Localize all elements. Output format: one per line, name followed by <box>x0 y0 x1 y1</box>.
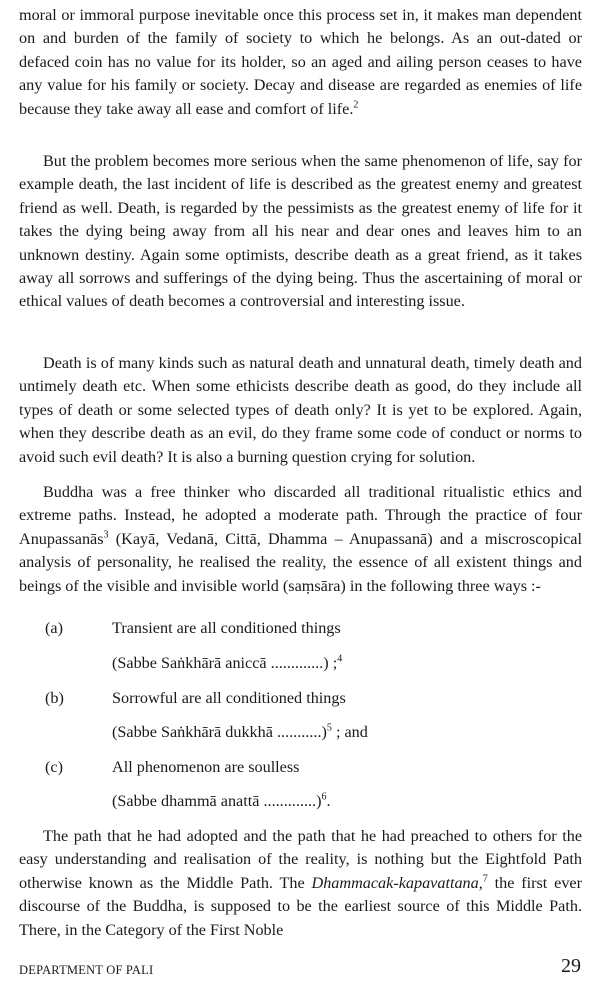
paragraph-death-friend-or-enemy <box>19 150 582 314</box>
paragraph-text: Death is of many kinds such as natural death and unnatural death, timely death and untimely death etc. When some ethicists describe death as good, do they include all types of death or some selected types of death only? It is yet to be explored. Again, when they describe death as an evil, do they frame some code of conduct or norms to avoid such evil death? It is also a burning question crying for solution. <box>19 354 582 466</box>
footnote-ref: 3 <box>103 529 109 541</box>
footnote-ref: 5 <box>326 722 332 734</box>
list-statement: Sorrowful are all conditioned things <box>112 689 346 707</box>
paragraph-text: moral or immoral purpose inevitable once this process set in, it makes man dependent on and burden of the family of society to which he belongs. As an out-dated or defaced coin has no value for its holder, so an aged and ailing person ceases to have any value for his family or society. Decay and disease are regarded as enemies of life because they take away all ease and comfort of life. <box>19 6 582 118</box>
paragraph-text: The path that he had adopted and the path that he had preached to others for the easy understanding and realisation of the reality, is nothing but the Eightfold Path otherwise known as the Middle Path. The <box>19 827 582 892</box>
paragraph-text: the first ever discourse of the Buddha, is supposed to be the earliest source of this Middle Path. There, in the Category of the First Noble <box>19 873 582 939</box>
list-letter: (a) <box>45 619 63 637</box>
footnote-ref: 2 <box>353 99 359 111</box>
paragraph-text: But the problem becomes more serious when the same phenomenon of life, say for example death, the last incident of life is described as the greatest enemy and greatest friend as well. Death, is regarded by the pessimists as the greatest enemy of life for it takes the dying being away from all his near and dear ones and leaves him to an unknown destiny. Again some optimists, describe death as a great friend, as it takes away all sorrows and sufferings of the dying being. Thus the ascertaining of moral or ethical values of death becomes a controversial and interesting issue. <box>19 152 582 311</box>
paragraph-text: (Kayā, Vedanā, Cittā, Dhamma – Anupassanā) and a miscroscopical analysis of personality, he realised the reality, the essence of all existent things and beings of the visible and invisible world (saṃsāra) in the following three ways :- <box>19 529 582 595</box>
footnote-ref: 6 <box>321 791 327 803</box>
list-letter: (b) <box>45 689 64 707</box>
paragraph-kinds-of-death <box>19 352 582 469</box>
footnote-ref: 7 <box>482 873 488 885</box>
list-letter: (c) <box>45 758 63 776</box>
paragraph-decay-and-disease <box>19 4 582 121</box>
paragraph-buddha-free-thinker <box>19 481 582 598</box>
list-pali-phrase: (Sabbe Saṅkhārā aniccā .............) ;$^4$ <box>112 653 343 672</box>
list-statement: Transient are all conditioned things <box>112 619 341 637</box>
footnote-ref: 4 <box>337 653 343 665</box>
list-pali-phrase: (Sabbe Saṅkhārā dukkhā ...........)$^5$ ; and <box>112 722 368 741</box>
list-statement: All phenomenon are soulless <box>112 758 300 776</box>
work-title: Dhammacak-kapavattana, <box>311 873 483 892</box>
list-pali-phrase: (Sabbe dhammā anattā .............)$^6$. <box>112 791 331 810</box>
page-number: 29 <box>561 955 581 977</box>
paragraph-text: Buddha was a free thinker who discarded all traditional ritualistic ethics and extreme paths. Instead, he adopted a moderate path. Through the practice of four Anupassanās <box>19 483 582 548</box>
paragraph-middle-path <box>19 825 582 942</box>
running-footer-department: DEPARTMENT OF PALI <box>19 963 154 977</box>
